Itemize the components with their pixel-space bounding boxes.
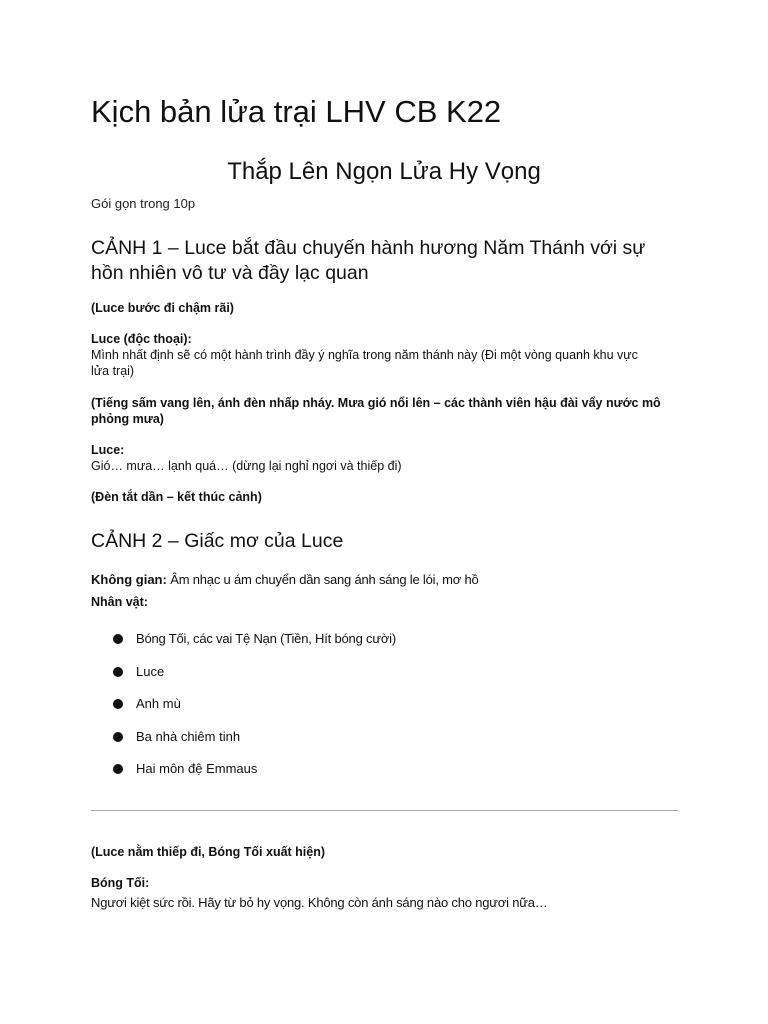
- scene1-stage-direction-2-line1: (Tiếng sấm vang lên, ánh đèn nhấp nháy. Mưa gió nổi lên – các thành viên hậu đài vẩy nước mô: [91, 396, 661, 410]
- scene1-speaker-2: Luce:: [91, 443, 125, 457]
- scene2-space: [91, 572, 681, 588]
- scene2-space-label: Không gian:: [91, 572, 167, 587]
- section-divider: [91, 810, 678, 811]
- list-item: [111, 630, 671, 663]
- scene1-heading-line1: CẢNH 1 – Luce bắt đầu chuyến hành hương Năm Thánh với sự: [91, 237, 646, 259]
- list-item-text: Bóng Tối, các vai Tệ Nạn (Tiền, Hít bóng cười): [136, 631, 396, 646]
- scene1-heading: [91, 236, 691, 286]
- list-item: [111, 760, 671, 793]
- list-item-text: Ba nhà chiêm tinh: [136, 728, 241, 744]
- scene2-dialogue-1: Ngươi kiệt sức rồi. Hãy từ bỏ hy vọng. Không còn ánh sáng nào cho ngươi nữa…: [91, 895, 548, 910]
- scene1-stage-direction-2-line2: phỏng mưa): [91, 412, 164, 426]
- duration-note: Gói gọn trong 10p: [91, 196, 196, 211]
- list-item-text: Luce: [136, 663, 165, 679]
- scene1-stage-direction-2: [91, 395, 681, 427]
- scene1-heading-line2: hồn nhiên vô tư và đầy lạc quan: [91, 262, 369, 284]
- scene2-space-value: Âm nhạc u ám chuyển dần sang ánh sáng le lói, mơ hồ: [166, 572, 479, 587]
- scene2-speaker-1: Bóng Tối:: [91, 876, 150, 890]
- character-list: [111, 630, 671, 793]
- scene2-characters-label: Nhân vật:: [91, 595, 148, 609]
- bullet-icon: [113, 634, 123, 644]
- scene2-heading: CẢNH 2 – Giấc mơ của Luce: [91, 530, 344, 552]
- bullet-icon: [113, 667, 123, 677]
- bullet-icon: [113, 699, 123, 709]
- bullet-icon: [113, 764, 123, 774]
- scene1-stage-direction-3: (Đèn tắt dần – kết thúc cảnh): [91, 490, 262, 504]
- scene1-dialogue-1: [91, 347, 681, 379]
- scene2-stage-direction-1: (Luce nằm thiếp đi, Bóng Tối xuất hiện): [91, 845, 326, 859]
- scene1-stage-direction-1: (Luce bước đi chậm rãi): [91, 301, 234, 315]
- list-item: [111, 695, 671, 728]
- list-item: [111, 728, 671, 761]
- scene1-dialogue-1-line2: lửa trại): [91, 364, 135, 378]
- list-item-text: Hai môn đệ Emmaus: [136, 761, 258, 776]
- scene1-dialogue-2: Gió… mưa… lạnh quá… (dừng lại nghỉ ngơi và thiếp đi): [91, 459, 402, 473]
- list-item-text: Anh mù: [136, 696, 181, 711]
- scene1-speaker-1: Luce (độc thoại):: [91, 332, 192, 346]
- bullet-icon: [113, 732, 123, 742]
- scene1-dialogue-1-line1: Mình nhất định sẽ có một hành trình đầy ý nghĩa trong năm thánh này (Đi một vòng quanh khu vực: [91, 348, 638, 362]
- document-title: Kịch bản lửa trại LHV CB K22: [91, 94, 502, 129]
- list-item: [111, 663, 671, 696]
- document-subtitle: Thắp Lên Ngọn Lửa Hy Vọng: [227, 158, 541, 185]
